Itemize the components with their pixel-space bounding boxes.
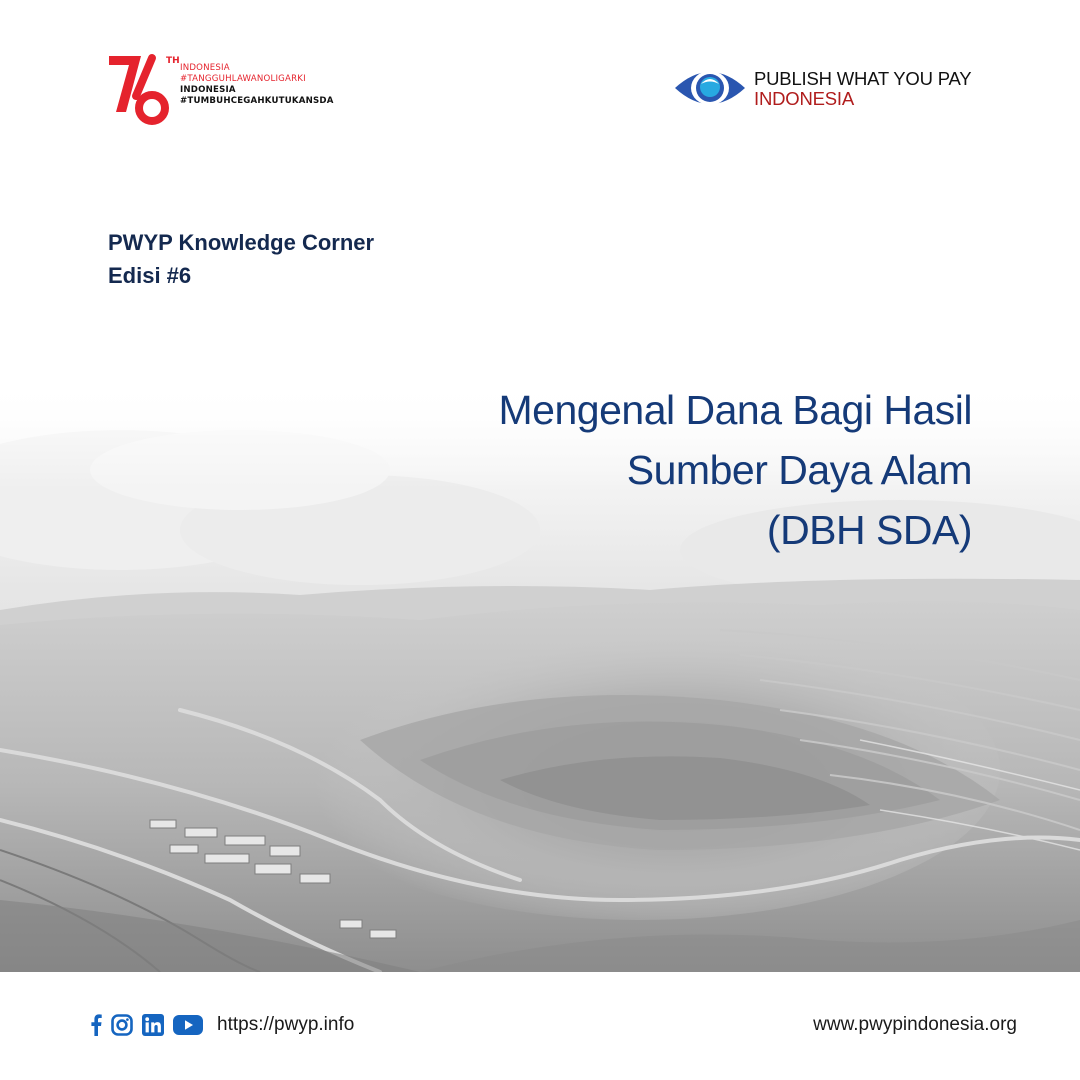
series-label [108, 226, 374, 292]
anniversary-tags [180, 63, 334, 107]
series-edition: Edisi #6 [108, 263, 192, 288]
tag-line-4: #TUMBUHCEGAHKUTUKANSDA [180, 96, 334, 106]
logo-76-mark-icon [106, 52, 170, 128]
pwyp-logo-line1: PUBLISH WHAT YOU PAY [754, 68, 972, 89]
title-line-1: Mengenal Dana Bagi Hasil [498, 387, 972, 433]
title-line-3: (DBH SDA) [766, 507, 972, 553]
anniversary-suffix: TH [166, 56, 180, 66]
linkedin-icon[interactable] [142, 1014, 164, 1040]
title-line-2: Sumber Daya Alam [626, 447, 972, 493]
page-title [499, 380, 972, 560]
youtube-icon[interactable] [173, 1014, 203, 1040]
eye-icon [673, 66, 747, 110]
tag-line-3: INDONESIA [180, 85, 236, 95]
anniversary-logo [106, 52, 346, 128]
tag-line-2: #TANGGUHLAWANOLIGARKI [180, 74, 306, 84]
pwyp-website-link[interactable]: www.pwypindonesia.org [813, 1014, 1017, 1035]
social-links [90, 1014, 203, 1040]
series-name: PWYP Knowledge Corner [108, 230, 375, 255]
instagram-icon[interactable] [111, 1014, 133, 1040]
pwyp-short-link[interactable]: https://pwyp.info [217, 1014, 355, 1035]
pwyp-logo [673, 64, 983, 114]
tag-line-1: INDONESIA [180, 63, 230, 73]
pwyp-logo-line2: INDONESIA [754, 88, 854, 109]
facebook-icon[interactable] [90, 1014, 102, 1040]
